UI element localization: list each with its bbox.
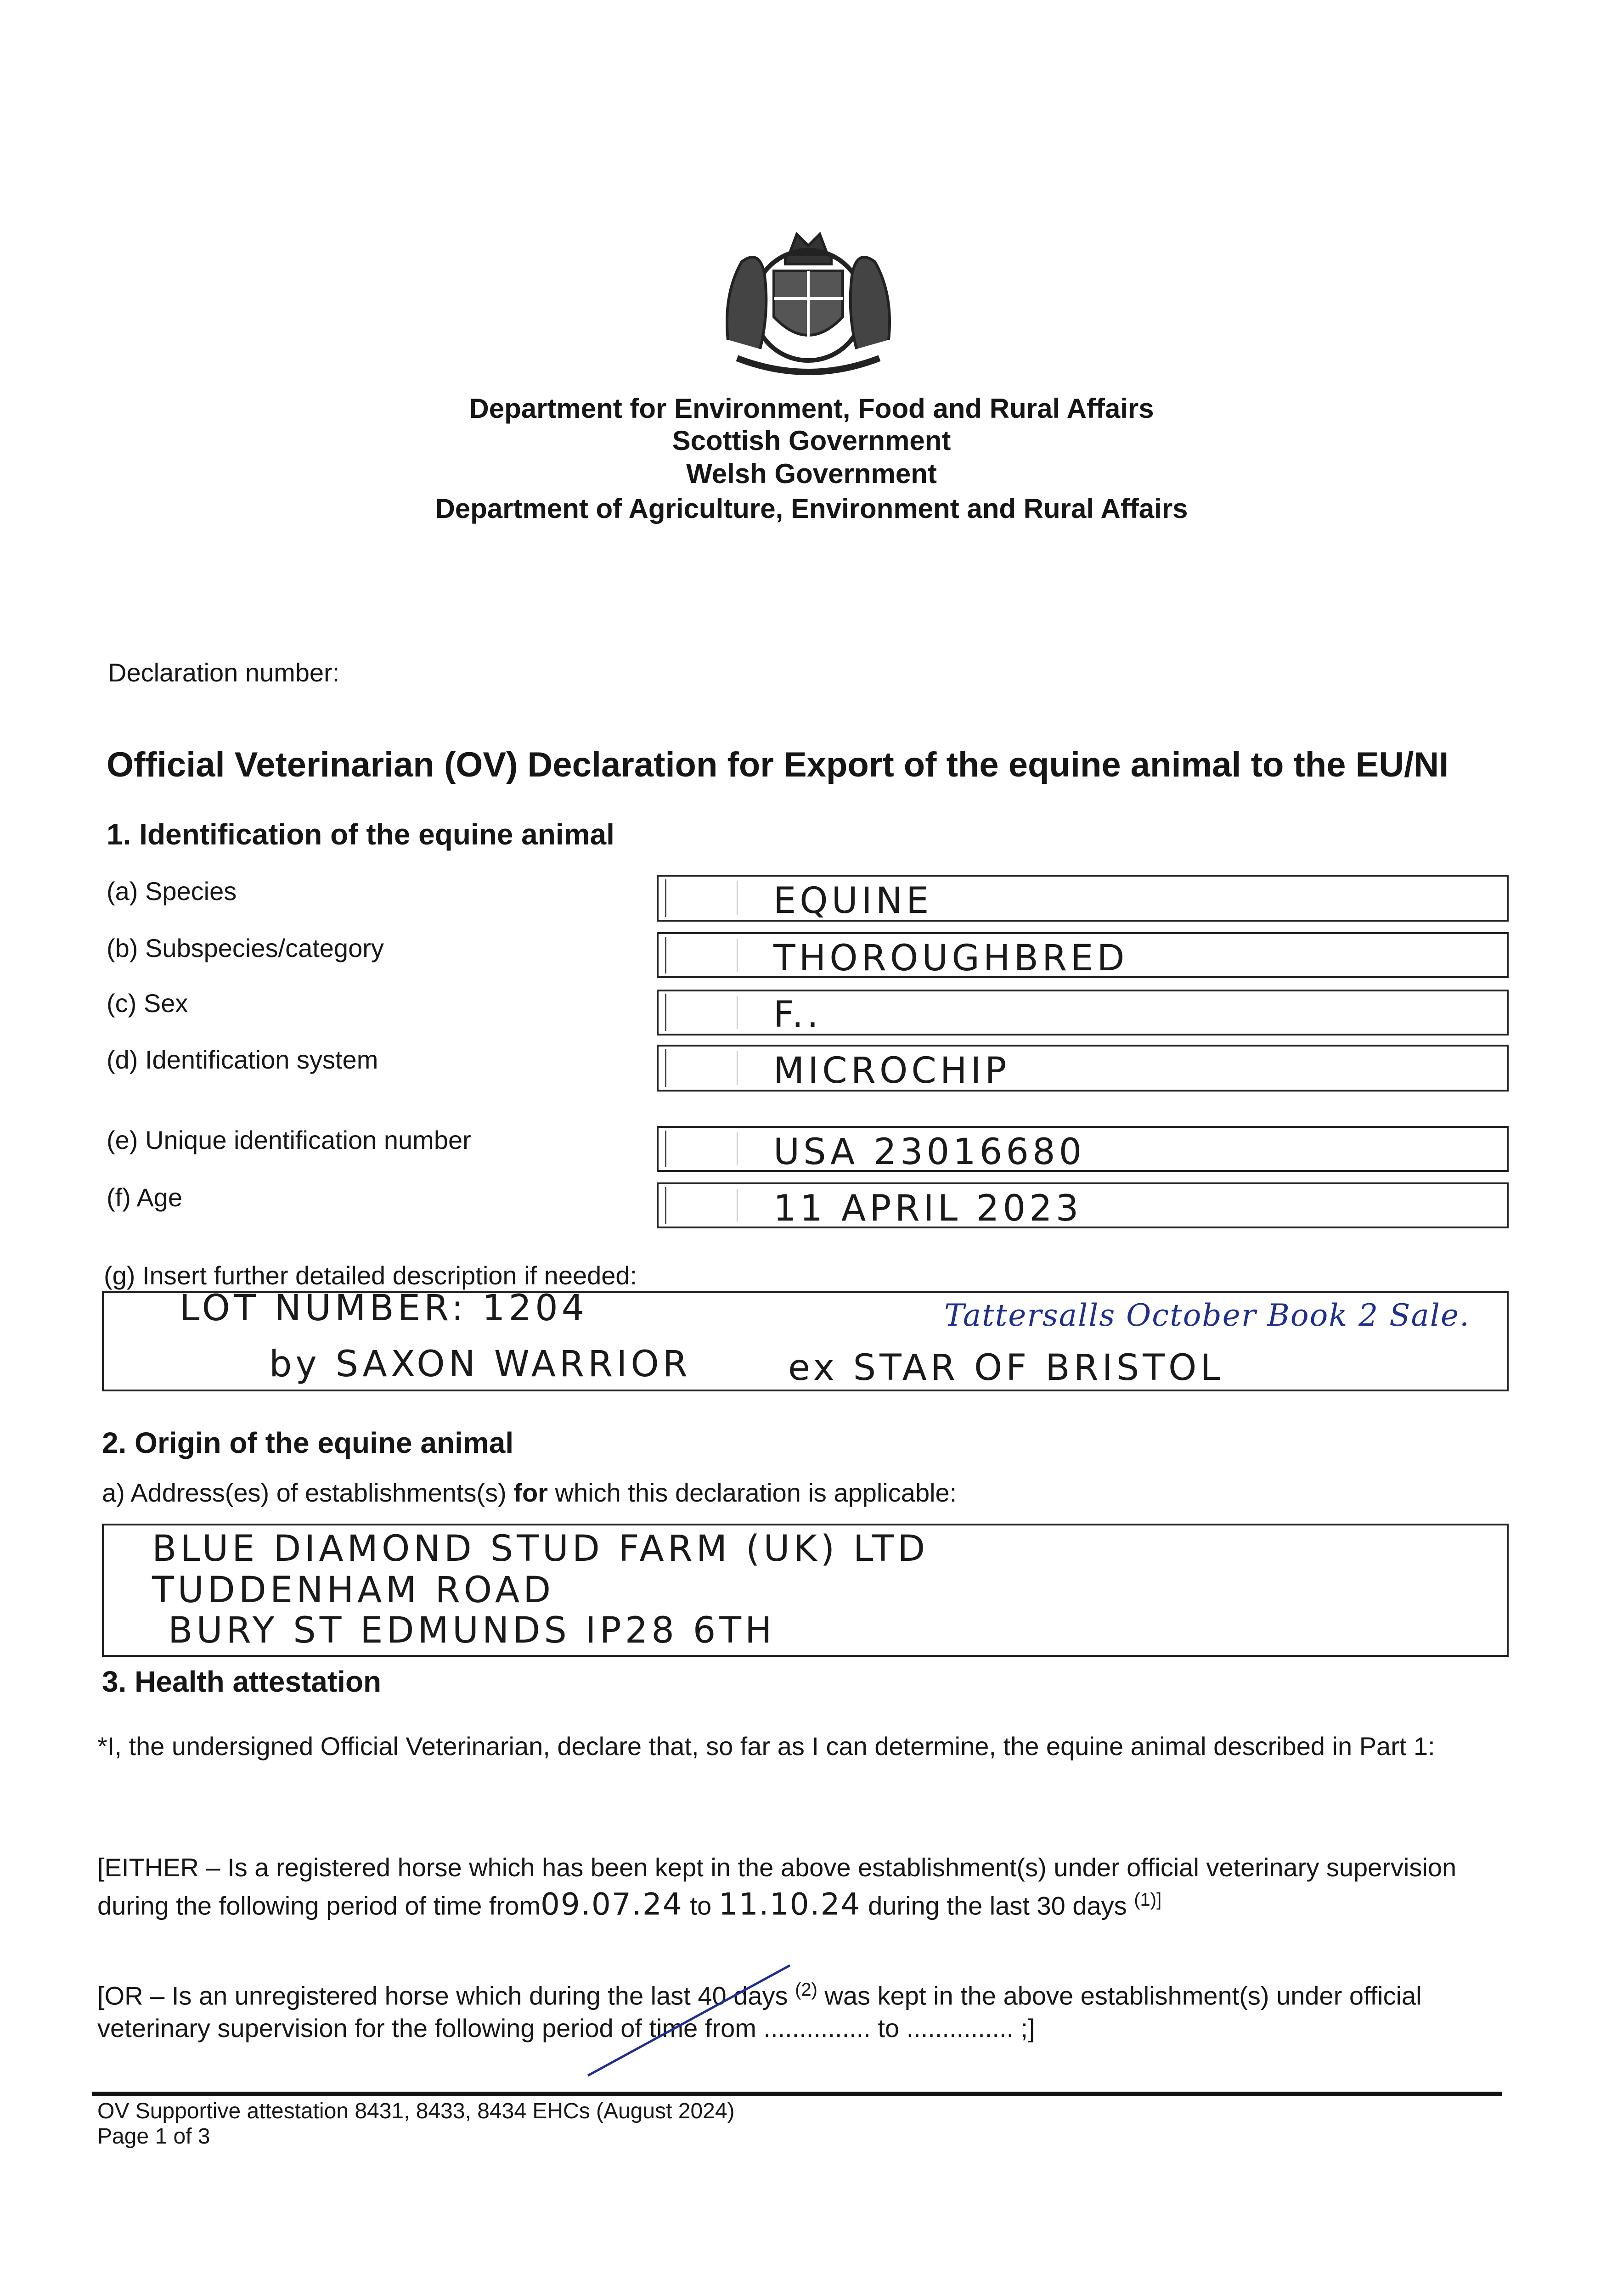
identification-system-field[interactable] (657, 1045, 1509, 1092)
subspecies-label: (b) Subspecies/category (107, 934, 384, 962)
footer-attestation: OV Supportive attestation 8431, 8433, 8434 EHCs (August 2024) (97, 2099, 735, 2123)
unique-id-value: USA 23016680 (773, 1131, 1086, 1173)
sire-text: by SAXON WARRIOR (269, 1344, 691, 1385)
address-line-1: BLUE DIAMOND STUD FARM (UK) LTD (152, 1528, 929, 1570)
footer-page-number: Page 1 of 3 (97, 2124, 210, 2149)
unique-id-field[interactable] (657, 1126, 1509, 1172)
unique-id-label: (e) Unique identification number (107, 1125, 471, 1154)
establishment-address-box[interactable] (102, 1524, 1509, 1657)
dam-text: ex STAR OF BRISTOL (788, 1347, 1224, 1389)
address-line-3: BURY ST EDMUNDS IP28 6TH (168, 1610, 776, 1651)
health-attestation-intro: *I, the undersigned Official Veterinarian, declare that, so far as I can determine, the equine animal described in Part 1: (97, 1732, 1435, 1761)
identification-system-label: (d) Identification system (107, 1045, 378, 1074)
subspecies-value: THOROUGHBRED (773, 938, 1128, 979)
subspecies-field[interactable] (657, 932, 1509, 978)
either-from-date: 09.07.24 (540, 1886, 683, 1922)
either-clause: [EITHER – Is a registered horse which has been kept in the above establishment(s) under official veterinary supervision during the following period of time from09.07.24 to 11.10.24 during the last 30 days $^{(1)]}$ (97, 1853, 1457, 1922)
or-clause: [OR – Is an unregistered horse which during the last 40 days $^{(2)}$ was kept in the above establishment(s) under official veterinary supervision for the following period of time from ............... to ............... ;] (97, 1980, 1422, 2043)
establishment-address-label: a) Address(es) of establishments(s) for which this declaration is applicable: (102, 1478, 957, 1507)
identification-system-value: MICROCHIP (773, 1050, 1010, 1092)
age-field[interactable] (657, 1182, 1509, 1228)
further-description-label: (g) Insert further detailed description if needed: (104, 1261, 637, 1290)
age-label: (f) Age (107, 1183, 182, 1212)
department-daera: Department of Agriculture, Environment and Rural Affairs (435, 493, 1188, 524)
section-1-heading: 1. Identification of the equine animal (107, 818, 614, 851)
section-3-heading: 3. Health attestation (102, 1665, 382, 1698)
further-description-box[interactable] (102, 1288, 1509, 1391)
department-defra: Department for Environment, Food and Rural Affairs (469, 393, 1154, 424)
document-title: Official Veterinarian (OV) Declaration for Export of the equine animal to the EU/NI (107, 745, 1449, 784)
footer-rule (92, 2092, 1502, 2096)
species-field[interactable] (657, 875, 1509, 922)
either-to-date: 11.10.24 (718, 1886, 861, 1922)
lot-number-text: LOT NUMBER: 1204 (180, 1288, 588, 1329)
sex-value: F.. (773, 994, 822, 1035)
sale-note-text: Tattersalls October Book 2 Sale. (944, 1298, 1470, 1333)
department-welsh-government: Welsh Government (686, 458, 937, 489)
sex-label: (c) Sex (107, 989, 188, 1018)
department-scottish-government: Scottish Government (672, 425, 951, 456)
royal-crest-icon (710, 220, 907, 386)
age-value: 11 APRIL 2023 (773, 1188, 1082, 1229)
address-line-2: TUDDENHAM ROAD (152, 1570, 555, 1611)
species-label: (a) Species (107, 877, 237, 906)
declaration-number-label: Declaration number: (108, 658, 340, 687)
sex-field[interactable] (657, 990, 1509, 1035)
strike-through-line (583, 1961, 795, 2080)
section-2-heading: 2. Origin of the equine animal (102, 1426, 514, 1459)
species-value: EQUINE (773, 880, 933, 922)
